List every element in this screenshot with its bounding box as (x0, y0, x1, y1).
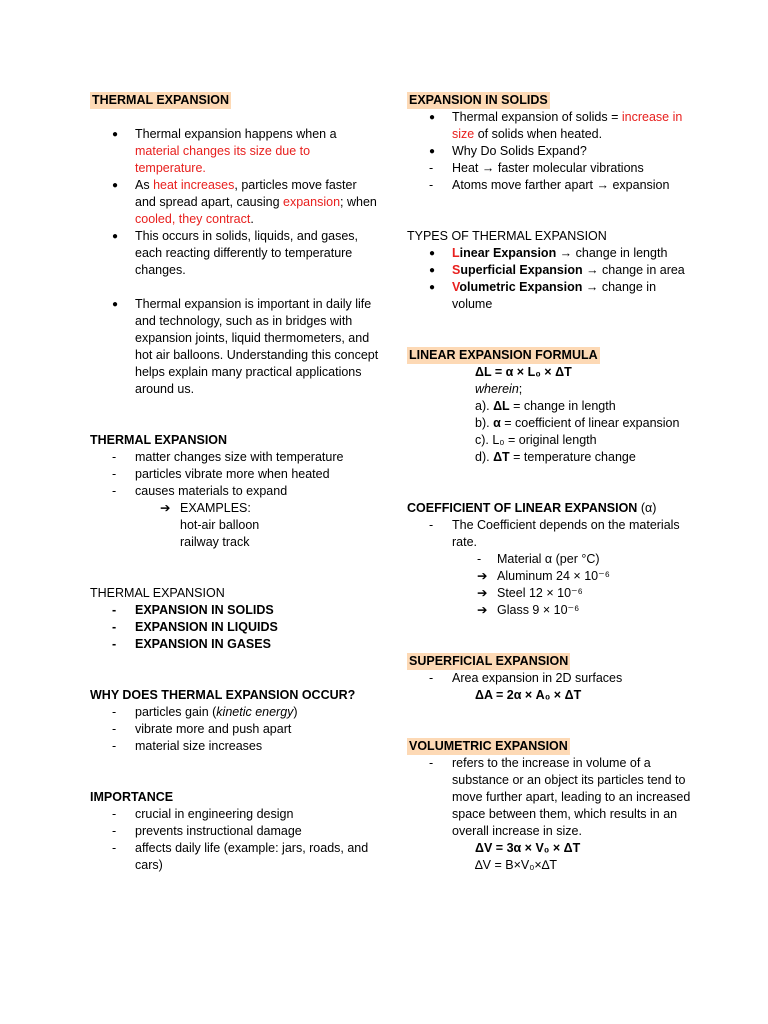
list-item: - EXPANSION IN LIQUIDS (112, 620, 278, 634)
formula: ∆V = B×V₀×∆T (475, 858, 557, 872)
definition-item: c). L₀ = original length (475, 433, 597, 447)
bullet-marker: ● (429, 146, 436, 157)
list-item: - crucial in engineering design (112, 807, 294, 821)
section-heading: VOLUMETRIC EXPANSION (409, 739, 568, 753)
right-column (407, 92, 697, 874)
section-heading: THERMAL EXPANSION (92, 93, 230, 107)
dash-marker: - (112, 739, 117, 753)
list-item: - prevents instructional damage (112, 824, 302, 838)
list-item: - matter changes size with temperature (112, 450, 344, 464)
example-item: hot-air balloon (180, 518, 260, 532)
bullet-marker: ● (112, 231, 119, 242)
dash-marker: - (429, 178, 434, 192)
bullet-marker: ● (429, 112, 436, 123)
list-item: ● Volumetric Expansion → change in volume (429, 280, 657, 311)
dash-marker: - (112, 603, 117, 617)
list-item: - Area expansion in 2D surfaces (429, 671, 623, 685)
list-item: ● This occurs in solids, liquids, and gases, each reacting differently to temperature changes. (112, 229, 359, 277)
formula: ΔA = 2α × A₀ × ΔT (475, 688, 582, 702)
list-item: ● Thermal expansion happens when a material changes its size due to temperature. (112, 127, 337, 175)
dash-marker: - (429, 518, 434, 532)
section-heading: LINEAR EXPANSION FORMULA (409, 348, 598, 362)
section-heading: EXPANSION IN SOLIDS (409, 93, 548, 107)
list-item: - Atoms move farther apart → expansion (429, 178, 670, 192)
list-item: - refers to the increase in volume of a substance or an object its particles tend to move further apart, leading to an increased space between them, which results in an overall increase in size. (429, 756, 691, 838)
list-item: ● Thermal expansion of solids = increase in size of solids when heated. (429, 110, 683, 141)
left-column (90, 92, 380, 874)
bullet-marker: ● (429, 282, 436, 293)
list-item: ● Thermal expansion is important in daily life and technology, such as in bridges with expansion joints, liquid thermometers, and hot air balloons. Understanding this concept helps explain many practical applications around us. (112, 297, 379, 396)
list-item: - causes materials to expand (112, 484, 288, 498)
dash-marker: - (112, 637, 117, 651)
dash-marker: - (429, 756, 434, 770)
definition-item: b). α = coefficient of linear expansion (475, 416, 680, 430)
list-item: ● As heat increases, particles move faster and spread apart, causing expansion; when cooled, they contract. (112, 178, 377, 226)
list-item: - material size increases (112, 739, 263, 753)
dash-marker: - (112, 467, 117, 481)
list-item: ➔ Aluminum 24 × 10⁻⁶ (477, 569, 610, 583)
arrow-marker: ➔ (160, 501, 171, 515)
bullet-marker: ● (429, 248, 436, 259)
list-item: - EXPANSION IN GASES (112, 637, 271, 651)
section-heading: IMPORTANCE (90, 790, 174, 804)
arrow-marker: ➔ (477, 569, 488, 583)
bullet-marker: ● (429, 265, 436, 276)
dash-marker: - (112, 722, 117, 736)
wherein-label: wherein; (475, 382, 523, 396)
list-item: - vibrate more and push apart (112, 722, 292, 736)
section-heading: WHY DOES THERMAL EXPANSION OCCUR? (90, 688, 356, 702)
dash-marker: - (112, 620, 117, 634)
bullet-marker: ● (112, 299, 119, 310)
section-heading: TYPES OF THERMAL EXPANSION (407, 229, 607, 243)
bullet-marker: ● (112, 129, 119, 140)
dash-marker: - (112, 841, 117, 855)
dash-marker: - (429, 161, 434, 175)
dash-marker: - (429, 671, 434, 685)
list-item: - The Coefficient depends on the materials rate. (429, 518, 680, 549)
section-heading: THERMAL EXPANSION (90, 433, 228, 447)
list-item: - EXPANSION IN SOLIDS (112, 603, 274, 617)
list-item: ➔ EXAMPLES: (160, 501, 251, 515)
section-heading: THERMAL EXPANSION (90, 586, 225, 600)
formula: ΔL = α × L₀ × ΔT (475, 365, 572, 379)
definition-item: a). ΔL = change in length (475, 399, 616, 413)
dash-marker: - (477, 552, 482, 566)
list-item: - Material α (per °C) (477, 552, 600, 566)
dash-marker: - (112, 807, 117, 821)
formula: ΔV = 3α × V₀ × ΔT (475, 841, 581, 855)
list-item: ● Why Do Solids Expand? (429, 144, 587, 158)
dash-marker: - (112, 705, 117, 719)
arrow-marker: ➔ (477, 586, 488, 600)
dash-marker: - (112, 484, 117, 498)
list-item: ● Linear Expansion → change in length (429, 246, 668, 260)
list-item: ● Superficial Expansion → change in area (429, 263, 685, 277)
section-heading: SUPERFICIAL EXPANSION (409, 654, 569, 668)
list-item: ➔ Glass 9 × 10⁻⁶ (477, 603, 580, 617)
list-item: - affects daily life (example: jars, roads, and cars) (112, 841, 369, 872)
section-heading: COEFFICIENT OF LINEAR EXPANSION (α) (407, 501, 657, 515)
list-item: - particles vibrate more when heated (112, 467, 330, 481)
example-item: railway track (180, 535, 250, 549)
list-item: - particles gain (kinetic energy) (112, 705, 298, 719)
definition-item: d). ΔT = temperature change (475, 450, 636, 464)
dash-marker: - (112, 450, 117, 464)
bullet-marker: ● (112, 180, 119, 191)
list-item: ➔ Steel 12 × 10⁻⁶ (477, 586, 583, 600)
dash-marker: - (112, 824, 117, 838)
arrow-marker: ➔ (477, 603, 488, 617)
list-item: - Heat → faster molecular vibrations (429, 161, 644, 175)
